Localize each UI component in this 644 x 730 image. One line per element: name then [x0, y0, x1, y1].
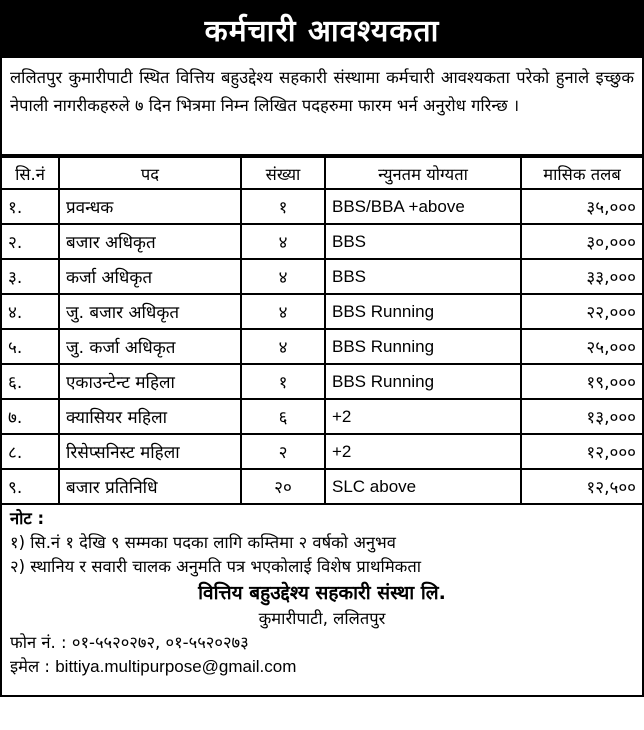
row-post: रिसेप्सनिस्ट महिला — [59, 434, 241, 469]
table-row — [1, 434, 643, 469]
header-salary: मासिक तलब — [521, 157, 643, 189]
vacancy-table — [0, 156, 644, 505]
row-qualification: BBS Running — [325, 329, 521, 364]
row-salary: ३५,००० — [521, 189, 643, 224]
row-salary: २५,००० — [521, 329, 643, 364]
table-row — [1, 469, 643, 504]
row-count: ४ — [241, 259, 325, 294]
row-salary: ३३,००० — [521, 259, 643, 294]
row-count: २० — [241, 469, 325, 504]
organization-name: वित्तिय बहुउद्देश्य सहकारी संस्था लि. — [198, 582, 446, 604]
note-item: २) स्थानिय र सवारी चालक अनुमति पत्र भएकोलाई विशेष प्राथमिकता — [10, 557, 422, 576]
table-row — [1, 224, 643, 259]
table-row — [1, 294, 643, 329]
row-post: जु. कर्जा अधिकृत — [59, 329, 241, 364]
row-qualification: BBS Running — [325, 364, 521, 399]
row-count: ४ — [241, 329, 325, 364]
row-qualification: BBS — [325, 259, 521, 294]
row-count: २ — [241, 434, 325, 469]
row-serial: १. — [1, 189, 59, 224]
row-count: १ — [241, 364, 325, 399]
row-post: बजार अधिकृत — [59, 224, 241, 259]
row-count: ६ — [241, 399, 325, 434]
phone-label: फोन नं. : — [10, 633, 67, 652]
row-qualification: BBS Running — [325, 294, 521, 329]
row-serial: ६. — [1, 364, 59, 399]
note-item: १) सि.नं १ देखि ९ सम्मका पदका लागि कम्तिमा २ वर्षको अनुभव — [10, 533, 396, 552]
organization-address: कुमारीपाटी, ललितपुर — [258, 609, 386, 628]
row-salary: १२,००० — [521, 434, 643, 469]
row-salary: १९,००० — [521, 364, 643, 399]
row-qualification: BBS/BBA +above — [325, 189, 521, 224]
row-serial: ८. — [1, 434, 59, 469]
row-salary: ३०,००० — [521, 224, 643, 259]
row-post: एकाउन्टेन्ट महिला — [59, 364, 241, 399]
row-qualification: BBS — [325, 224, 521, 259]
header-post: पद — [59, 157, 241, 189]
table-row — [1, 364, 643, 399]
email-line — [10, 655, 634, 679]
row-post: बजार प्रतिनिधि — [59, 469, 241, 504]
table-row — [1, 259, 643, 294]
table-row — [1, 399, 643, 434]
row-post: जु. बजार अधिकृत — [59, 294, 241, 329]
notes-section — [0, 505, 644, 697]
table-row — [1, 189, 643, 224]
phone-value: ०१-५५२०२७२, ०१-५५२०२७३ — [71, 633, 249, 652]
row-post: क्यासियर महिला — [59, 399, 241, 434]
row-qualification: +2 — [325, 399, 521, 434]
header-count: संख्या — [241, 157, 325, 189]
header-qualification: न्युनतम योग्यता — [325, 157, 521, 189]
table-row — [1, 329, 643, 364]
table-header-row — [1, 157, 643, 189]
row-serial: ९. — [1, 469, 59, 504]
row-salary: १२,५०० — [521, 469, 643, 504]
row-count: ४ — [241, 224, 325, 259]
row-serial: ४. — [1, 294, 59, 329]
row-count: ४ — [241, 294, 325, 329]
row-serial: २. — [1, 224, 59, 259]
row-serial: ७. — [1, 399, 59, 434]
row-serial: ५. — [1, 329, 59, 364]
row-serial: ३. — [1, 259, 59, 294]
row-qualification: SLC above — [325, 469, 521, 504]
note-title: नोट : — [10, 509, 45, 528]
header-serial: सि.नं — [1, 157, 59, 189]
email-value: bittiya.multipurpose@gmail.com — [55, 657, 297, 676]
row-count: १ — [241, 189, 325, 224]
phone-line — [10, 631, 634, 655]
row-salary: २२,००० — [521, 294, 643, 329]
intro-text: ललितपुर कुमारीपाटी स्थित वित्तिय बहुउद्देश्य सहकारी संस्थामा कर्मचारी आवश्यकता परेको हुनाले इच्छुक नेपाली नागरीकहरुले ७ दिन भित्रमा निम्न लिखित पदहरुमा फारम भर्न अनुरोध गरिन्छ । — [0, 58, 644, 156]
row-post: कर्जा अधिकृत — [59, 259, 241, 294]
notice-title: कर्मचारी आवश्यकता — [0, 0, 644, 58]
row-post: प्रवन्धक — [59, 189, 241, 224]
row-salary: १३,००० — [521, 399, 643, 434]
email-label: इमेल : — [10, 657, 50, 676]
row-qualification: +2 — [325, 434, 521, 469]
